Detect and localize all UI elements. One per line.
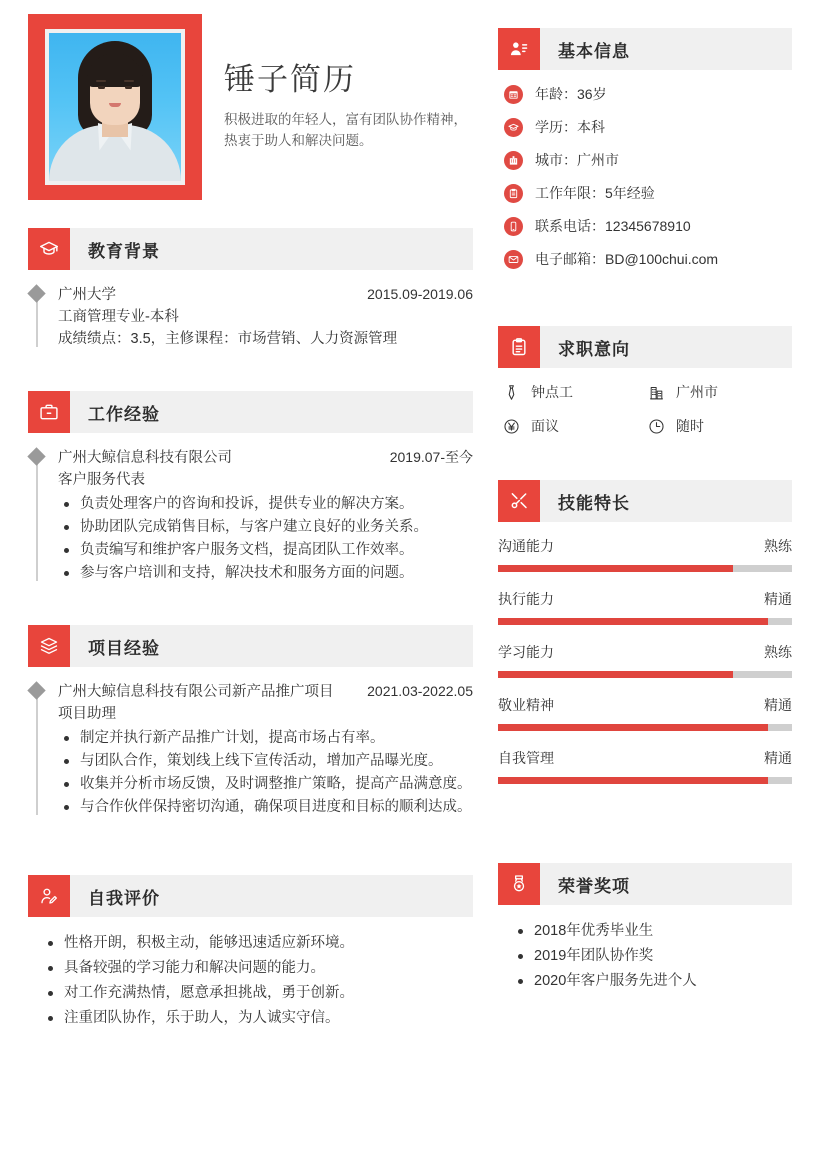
spacer [28,585,473,625]
section-header-basic-info [498,28,792,70]
education-date: 2015.09-2019.06 [367,286,473,302]
section-education [28,228,473,351]
section-title-self-evaluation: 自我评价 [88,888,160,908]
building-icon [504,151,523,170]
skill-level: 精通 [764,750,792,766]
skill-name: 学习能力 [498,644,554,660]
skill-level: 精通 [764,591,792,607]
work-date: 2019.07-至今 [389,449,473,465]
work-company: 广州大鲸信息科技有限公司 [58,450,232,466]
clipboard-icon [504,184,523,203]
section-honors [498,863,792,994]
info-text-city: 城市：广州市 [535,152,619,168]
spacer [498,436,792,480]
skill-level: 精通 [764,697,792,713]
timeline-line [36,457,38,581]
list-item: 负责处理客户的咨询和投诉，提供专业的解决方案。 [58,493,473,516]
contact-card-icon [498,28,540,70]
work-timeline [28,447,473,585]
list-item: 负责编写和维护客户服务文档，提高团队工作效率。 [58,539,473,562]
skill-item [498,536,792,572]
job-intention-grid [498,382,792,436]
tools-icon [498,480,540,522]
self-evaluation-list [28,931,473,1031]
project-name: 广州大鲸信息科技有限公司新产品推广项目 [58,684,334,700]
education-school: 广州大学 [58,287,116,303]
skill-item [498,748,792,784]
section-header-self-evaluation [28,875,473,917]
info-text-experience: 工作年限：5年经验 [535,185,655,201]
list-item: 注重团队协作，乐于助人，为人诚实守信。 [42,1006,473,1031]
clipboard-icon [498,326,540,368]
intent-text-position: 钟点工 [531,384,573,400]
intent-city [647,382,792,402]
avatar [49,33,181,181]
timeline-line [36,691,38,815]
skill-header [498,536,792,556]
honors-list [498,919,792,994]
section-title-honors: 荣誉奖项 [558,876,630,896]
skill-header [498,748,792,768]
basic-info-list [498,84,792,269]
work-bullet-list [58,493,473,585]
info-row-phone [504,216,792,236]
person-edit-icon [28,875,70,917]
list-item: 收集并分析市场反馈，及时调整推广策略，提高产品满意度。 [58,773,473,796]
section-title-work: 工作经验 [88,404,160,424]
intent-text-city: 广州市 [676,384,718,400]
section-header-skills [498,480,792,522]
spacer [498,282,792,326]
section-header-education [28,228,473,270]
page-title: 锤子简历 [224,62,356,97]
tie-icon [502,383,521,402]
education-timeline [28,284,473,351]
portrait-eye-right [125,86,132,89]
skill-track [498,724,792,731]
clock-icon [647,417,666,436]
section-title-education: 教育背景 [88,241,160,261]
info-text-education: 学历：本科 [535,119,605,135]
skill-item [498,589,792,625]
skill-header [498,695,792,715]
skill-name: 执行能力 [498,591,554,607]
project-role: 项目助理 [58,706,116,722]
calendar-icon [504,85,523,104]
spacer [28,819,473,875]
section-header-work [28,391,473,433]
list-item: 制定并执行新产品推广计划，提高市场占有率。 [58,727,473,750]
skill-track [498,565,792,572]
list-item: 2018年优秀毕业生 [512,919,792,944]
project-timeline [28,681,473,819]
left-column [28,228,473,1031]
list-item: 对工作充满热情，愿意承担挑战，勇于创新。 [42,981,473,1006]
section-self-evaluation [28,875,473,1031]
skill-level: 熟练 [764,644,792,660]
skill-item [498,695,792,731]
info-text-phone: 联系电话：12345678910 [535,218,691,234]
portrait-brow-right [124,80,134,82]
education-extra: 成绩绩点：3.5，主修课程：市场营销、人力资源管理 [58,331,398,347]
section-header-honors [498,863,792,905]
section-basic-info [498,28,792,269]
phone-icon [504,217,523,236]
section-title-basic-info: 基本信息 [558,41,630,61]
intent-salary [502,416,647,436]
timeline-marker [27,284,45,302]
skill-track [498,618,792,625]
section-skills [498,480,792,784]
spacer [498,801,792,863]
skill-fill [498,724,768,731]
hero-description: 积极进取的年轻人，富有团队协作精神，热衷于助人和解决问题。 [224,112,467,148]
intent-text-salary: 面议 [531,418,559,434]
list-item: 参与客户培训和支持，解决技术和服务方面的问题。 [58,562,473,585]
intent-text-availability: 随时 [676,418,704,434]
skill-header [498,589,792,609]
skill-name: 自我管理 [498,750,554,766]
intent-position [502,382,647,402]
project-bullet-list [58,727,473,819]
section-title-skills: 技能特长 [558,493,630,513]
list-item: 协助团队完成销售目标，与客户建立良好的业务关系。 [58,516,473,539]
skill-level: 熟练 [764,538,792,554]
list-item: 与合作伙伴保持密切沟通，确保项目进度和目标的顺利达成。 [58,796,473,819]
list-item: 2019年团队协作奖 [512,944,792,969]
section-header-job-intention [498,326,792,368]
medal-icon [498,863,540,905]
portrait-eye-left [98,86,105,89]
spacer [28,351,473,391]
skill-track [498,777,792,784]
intent-availability [647,416,792,436]
info-row-experience [504,183,792,203]
list-item: 具备较强的学习能力和解决问题的能力。 [42,956,473,981]
info-row-education [504,117,792,137]
graduation-cap-icon [504,118,523,137]
skill-fill [498,618,768,625]
photo-frame [28,14,202,200]
work-entry-header [58,447,473,469]
briefcase-icon [28,391,70,433]
skill-track [498,671,792,678]
info-row-age [504,84,792,104]
list-item: 与团队合作，策划线上线下宣传活动，增加产品曝光度。 [58,750,473,773]
skill-name: 沟通能力 [498,538,554,554]
resume-hero [28,14,480,200]
list-item: 性格开朗，积极主动，能够迅速适应新环境。 [42,931,473,956]
info-row-city [504,150,792,170]
section-project [28,625,473,819]
graduation-cap-icon [28,228,70,270]
skill-fill [498,565,733,572]
section-header-project [28,625,473,667]
skill-item [498,642,792,678]
envelope-icon [504,250,523,269]
section-title-job-intention: 求职意向 [558,339,630,359]
right-column [498,28,792,994]
info-text-age: 年龄：36岁 [535,86,607,102]
city-icon [647,383,666,402]
layers-icon [28,625,70,667]
project-date: 2021.03-2022.05 [367,683,473,699]
info-text-email: 电子邮箱：BD@100chui.com [535,251,719,267]
info-row-email [504,249,792,269]
work-role: 客户服务代表 [58,472,145,488]
section-work [28,391,473,585]
portrait-brow-left [96,80,106,82]
photo-mat [45,29,185,185]
section-job-intention [498,326,792,436]
section-title-project: 项目经验 [88,638,160,658]
timeline-marker [27,681,45,699]
skill-name: 敬业精神 [498,697,554,713]
list-item: 2020年客户服务先进个人 [512,969,792,994]
timeline-marker [27,447,45,465]
hero-text [224,60,474,151]
skill-fill [498,777,768,784]
skill-header [498,642,792,662]
education-entry-header [58,284,473,306]
yuan-icon [502,417,521,436]
education-major: 工商管理专业-本科 [58,309,179,325]
skill-fill [498,671,733,678]
project-entry-header [58,681,473,703]
